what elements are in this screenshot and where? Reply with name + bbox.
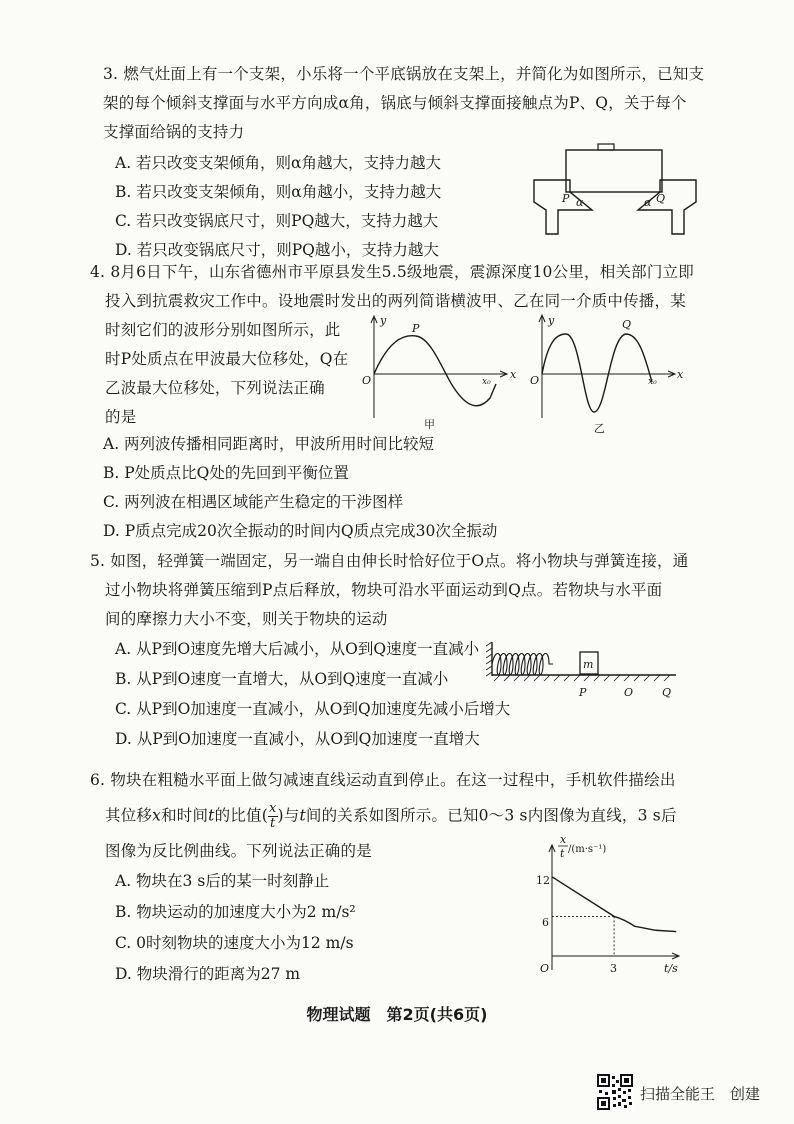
chart-xtick-3: 3 <box>610 962 617 975</box>
page-footer: 物理试题 第2页(共6页) <box>306 1005 488 1024</box>
chart-ytick-12: 12 <box>536 874 550 887</box>
jia-origin-label: O <box>362 374 372 387</box>
q4-option-a: A. 两列波传播相同距离时，甲波所用时间比较短 <box>103 435 435 453</box>
q5-label-q: Q <box>662 686 672 699</box>
q3-label-alpha-left: α <box>576 196 584 209</box>
q6-option-b: B. 物块运动的加速度大小为2 m/s² <box>115 903 356 921</box>
q3-pan-stand-figure <box>530 140 700 240</box>
chart-series-0 <box>552 877 614 917</box>
q4-stem-line-4: 时P处质点在甲波最大位移处，Q在 <box>105 350 349 368</box>
q6-option-c: C. 0时刻物块的速度大小为12 m/s <box>115 934 354 952</box>
q6-option-d: D. 物块滑行的距离为27 m <box>115 965 301 983</box>
q6-line2-t2: t <box>299 806 306 825</box>
yi-x-label: x <box>677 368 684 381</box>
yi-y-label: y <box>548 314 555 327</box>
q4-option-c: C. 两列波在相遇区域能产生稳定的干涉图样 <box>103 493 404 511</box>
frac-numerator: x <box>268 801 277 816</box>
q4-stem-line-2: 投入到抗震救灾工作中。设地震时发出的两列简谐横波甲、乙在同一介质中传播，某 <box>105 292 686 310</box>
q3-stem-line-1: 3. 燃气灶面上有一个支架，小乐将一个平底锅放在支架上，并简化为如图所示，已知支 <box>103 65 705 83</box>
q5-option-a: A. 从P到O速度先增大后减小，从O到Q速度一直减小 <box>115 640 480 658</box>
yi-origin-label: O <box>530 374 540 387</box>
chart-series-1 <box>614 916 676 931</box>
q5-spring-figure <box>486 632 686 702</box>
q6-inline-fraction <box>268 802 278 831</box>
q6-line2-c: 的比值( <box>214 806 268 825</box>
q6-line2-t: t <box>208 806 215 825</box>
q5-stem-line-2: 过小物块将弹簧压缩到P点后释放，物块可沿水平面运动到Q点。若物块与水平面 <box>105 581 663 599</box>
q4-option-b: B. P处质点比Q处的先回到平衡位置 <box>103 464 349 482</box>
q4-option-d: D. P质点完成20次全振动的时间内Q质点完成30次全振动 <box>103 522 498 540</box>
q3-label-p: P <box>562 192 570 205</box>
q3-stem-line-3: 支撑面给锅的支持力 <box>103 123 245 141</box>
jia-x0-label: x₀ <box>482 377 491 387</box>
q5-option-c: C. 从P到O加速度一直减小，从O到Q加速度先减小后增大 <box>115 700 511 718</box>
q6-chart <box>530 832 690 982</box>
yi-caption: 乙 <box>594 422 605 435</box>
chart-ylabel-unit: /(m·s⁻¹) <box>568 844 607 855</box>
q4-stem-line-6: 的是 <box>105 408 137 426</box>
chart-origin: O <box>540 962 550 975</box>
q5-option-b: B. 从P到O速度一直增大，从O到Q速度一直减小 <box>115 670 449 688</box>
q5-stem-line-1: 5. 如图，轻弹簧一端固定，另一端自由伸长时恰好位于O点。将小物块与弹簧连接，通 <box>90 552 689 570</box>
q3-option-c: C. 若只改变锅底尺寸，则PQ越大，支持力越大 <box>115 212 439 230</box>
q4-stem-line-5: 乙波最大位移处，下列说法正确 <box>105 379 325 397</box>
chart-ylabel-num: x <box>560 833 567 846</box>
q5-stem-line-3: 间的摩擦力大小不变，则关于物块的运动 <box>105 610 388 628</box>
q6-line2-d: )与 <box>277 806 300 825</box>
q3-stem-line-2: 架的每个倾斜支撑面与水平方向成α角，锅底与倾斜支撑面接触点为P、Q，关于每个 <box>103 94 687 112</box>
frac-denominator: t <box>270 816 276 831</box>
q5-label-p: P <box>579 686 587 699</box>
q6-stem-line-2 <box>105 802 677 831</box>
q4-wave-jia-figure <box>360 312 520 432</box>
yi-x0-label: x₀ <box>648 377 657 387</box>
q6-stem-line-1: 6. 物块在粗糙水平面上做匀减速直线运动直到停止。在这一过程中，手机软件描绘出 <box>90 771 676 789</box>
qr-code-icon <box>596 1073 634 1111</box>
chart-xlabel: t/s <box>664 962 678 975</box>
q6-line2-b: 和时间 <box>161 806 209 825</box>
q3-option-a: A. 若只改变支架倾角，则α角越大，支持力越大 <box>115 154 442 172</box>
q5-label-m: m <box>583 658 594 671</box>
q3-option-b: B. 若只改变支架倾角，则α角越小，支持力越大 <box>115 183 442 201</box>
jia-y-label: y <box>380 314 387 327</box>
jia-caption: 甲 <box>424 418 435 431</box>
q4-stem-line-1: 4. 8月6日下午，山东省德州市平原县发生5.5级地震，震源深度10公里，相关部门立即 <box>90 263 694 281</box>
jia-x-label: x <box>510 368 517 381</box>
q6-line2-a: 其位移 <box>105 806 153 825</box>
q6-option-a: A. 物块在3 s后的某一时刻静止 <box>115 872 330 890</box>
yi-q-label: Q <box>622 318 632 331</box>
chart-ylabel-den: t <box>560 847 565 860</box>
q4-wave-yi-figure <box>526 312 686 442</box>
q3-option-d: D. 若只改变锅底尺寸，则PQ越小，支持力越大 <box>115 241 439 259</box>
q6-stem-line-3: 图像为反比例曲线。下列说法正确的是 <box>105 842 372 860</box>
scanner-label: 扫描全能王 创建 <box>640 1085 761 1103</box>
q6-line2-x: x <box>152 806 162 825</box>
q3-label-q: Q <box>656 192 666 205</box>
chart-ytick-6: 6 <box>542 916 549 929</box>
q6-line2-e: 间的关系如图所示。已知0～3 s内图像为直线，3 s后 <box>305 806 677 825</box>
jia-p-label: P <box>412 322 420 335</box>
q5-label-o: O <box>624 686 634 699</box>
q3-label-alpha-right: α <box>644 196 652 209</box>
q5-option-d: D. 从P到O加速度一直减小，从O到Q加速度一直增大 <box>115 730 480 748</box>
q4-stem-line-3: 时刻它们的波形分别如图所示，此 <box>105 321 341 339</box>
